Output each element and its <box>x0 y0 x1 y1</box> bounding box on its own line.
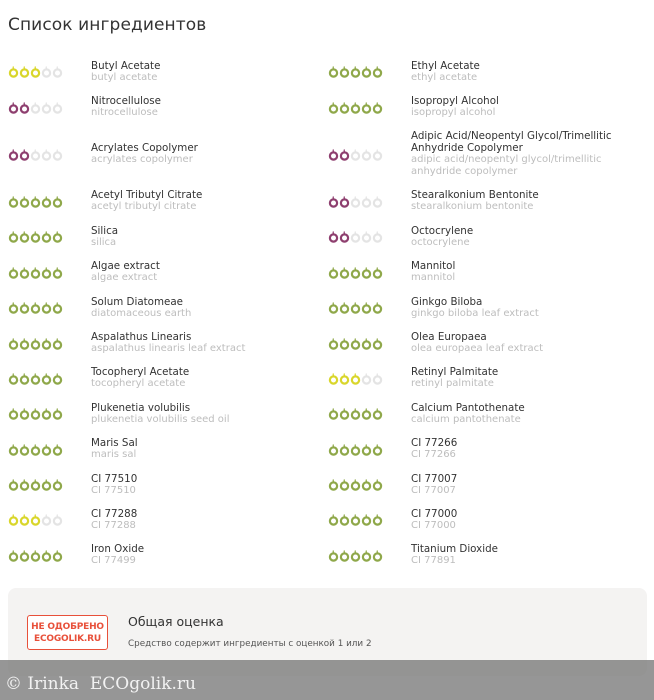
ingredient-row[interactable] <box>320 467 654 502</box>
ingredient-text <box>411 473 650 497</box>
drop-icon-filled <box>41 372 52 385</box>
ingredient-row[interactable] <box>320 396 654 431</box>
ingredient-name[interactable]: Olea Europaea <box>411 331 487 344</box>
ingredient-text <box>91 543 316 567</box>
ingredient-inci: maris sal <box>91 449 137 461</box>
ingredient-text <box>411 60 650 84</box>
drop-icon-empty <box>350 195 361 208</box>
ingredient-name[interactable]: Iron Oxide <box>91 543 145 556</box>
ingredient-name[interactable]: Algae extract <box>91 260 160 273</box>
drop-icon-filled <box>19 372 30 385</box>
ingredient-inci: CI 77891 <box>411 555 456 567</box>
drop-icon-empty <box>30 101 41 114</box>
ingredients-column-left <box>0 54 320 573</box>
ingredient-inci: CI 77288 <box>91 519 136 531</box>
rating-drops <box>8 195 63 208</box>
ingredient-row[interactable] <box>0 502 320 537</box>
ingredient-text <box>411 402 650 426</box>
rating-drops <box>328 195 383 208</box>
ingredient-inci: mannitol <box>411 272 456 284</box>
ingredient-row[interactable] <box>0 219 320 254</box>
drop-icon-filled <box>372 478 383 491</box>
overall-rating-description: Средство содержит ингредиенты с оценкой 1 или 2 <box>128 639 372 649</box>
drop-icon-filled <box>8 372 19 385</box>
ingredient-text <box>91 142 316 166</box>
drop-icon-filled <box>30 230 41 243</box>
ingredient-text <box>91 60 316 84</box>
not-approved-badge <box>27 615 108 650</box>
drop-icon-filled <box>339 337 350 350</box>
drop-icon-filled <box>339 101 350 114</box>
ingredient-row[interactable] <box>0 396 320 431</box>
ingredient-inci: olea europaea leaf extract <box>411 343 544 355</box>
drop-icon-filled <box>328 337 339 350</box>
drop-icon-empty <box>372 148 383 161</box>
drop-icon-filled <box>339 478 350 491</box>
rating-drops <box>8 301 63 314</box>
ingredient-row[interactable] <box>0 255 320 290</box>
ingredient-inci: aspalathus linearis leaf extract <box>91 343 246 355</box>
drop-icon-filled <box>328 372 339 385</box>
drop-icon-filled <box>41 301 52 314</box>
ingredient-row[interactable] <box>320 290 654 325</box>
drop-icon-filled <box>339 513 350 526</box>
drop-icon-filled <box>328 407 339 420</box>
badge-line-2: ECOGOLIK.RU <box>34 633 101 644</box>
drop-icon-filled <box>19 301 30 314</box>
ingredient-text <box>411 543 650 567</box>
ingredient-name[interactable]: Silica <box>91 224 119 237</box>
ingredient-row[interactable] <box>0 467 320 502</box>
drop-icon-filled <box>52 443 63 456</box>
drop-icon-filled <box>30 513 41 526</box>
drop-icon-filled <box>339 549 350 562</box>
drop-icon-filled <box>361 478 372 491</box>
rating-drops <box>328 549 383 562</box>
drop-icon-filled <box>41 266 52 279</box>
ingredient-inci: ethyl acetate <box>411 71 478 83</box>
drop-icon-filled <box>52 230 63 243</box>
ingredient-row[interactable] <box>0 325 320 360</box>
drop-icon-filled <box>361 266 372 279</box>
ingredient-name[interactable]: Titanium Dioxide <box>411 543 498 556</box>
ingredient-name[interactable]: Acrylates Copolymer <box>91 142 198 155</box>
drop-icon-filled <box>52 549 63 562</box>
watermark-text: © Irinka ECOgolik.ru <box>5 674 197 694</box>
ingredient-name[interactable]: Nitrocellulose <box>91 95 162 108</box>
drop-icon-filled <box>19 148 30 161</box>
ingredient-name[interactable]: Tocopheryl Acetate <box>91 366 190 379</box>
ingredient-name[interactable]: Ethyl Acetate <box>411 59 480 72</box>
drop-icon-filled <box>350 513 361 526</box>
drop-icon-filled <box>19 65 30 78</box>
ingredient-row[interactable] <box>320 502 654 537</box>
drop-icon-filled <box>52 301 63 314</box>
drop-icon-filled <box>41 478 52 491</box>
drop-icon-empty <box>361 195 372 208</box>
ingredient-text <box>411 508 650 532</box>
ingredient-text <box>411 130 650 178</box>
rating-drops <box>8 230 63 243</box>
drop-icon-filled <box>19 266 30 279</box>
ingredient-text <box>91 95 316 119</box>
drop-icon-filled <box>361 65 372 78</box>
ingredient-text <box>91 366 316 390</box>
drop-icon-filled <box>339 301 350 314</box>
drop-icon-filled <box>372 266 383 279</box>
drop-icon-filled <box>372 65 383 78</box>
drop-icon-empty <box>350 230 361 243</box>
drop-icon-empty <box>350 148 361 161</box>
ingredient-text <box>91 473 316 497</box>
drop-icon-filled <box>328 443 339 456</box>
drop-icon-filled <box>19 407 30 420</box>
ingredient-name[interactable]: Maris Sal <box>91 437 138 450</box>
drop-icon-filled <box>372 549 383 562</box>
ingredient-name[interactable]: Acetyl Tributyl Citrate <box>91 189 203 202</box>
drop-icon-filled <box>30 195 41 208</box>
ingredient-inci: stearalkonium bentonite <box>411 201 534 213</box>
rating-drops <box>328 101 383 114</box>
ingredient-text <box>91 331 316 355</box>
drop-icon-filled <box>372 101 383 114</box>
drop-icon-filled <box>19 195 30 208</box>
ingredient-row[interactable] <box>320 255 654 290</box>
ingredient-inci: diatomaceous earth <box>91 307 192 319</box>
ingredient-text <box>91 260 316 284</box>
drop-icon-filled <box>350 478 361 491</box>
drop-icon-filled <box>339 148 350 161</box>
ingredient-text <box>411 189 650 213</box>
drop-icon-filled <box>339 195 350 208</box>
drop-icon-filled <box>328 549 339 562</box>
rating-drops <box>8 549 63 562</box>
ingredient-inci: acetyl tributyl citrate <box>91 201 197 213</box>
rating-drops <box>328 266 383 279</box>
page-title: Список ингредиентов <box>8 15 207 35</box>
ingredient-text <box>411 225 650 249</box>
drop-icon-filled <box>361 443 372 456</box>
ingredient-row[interactable] <box>320 54 654 89</box>
drop-icon-filled <box>372 337 383 350</box>
drop-icon-empty <box>361 148 372 161</box>
ingredient-name[interactable]: Solum Diatomeae <box>91 295 183 308</box>
rating-drops <box>328 372 383 385</box>
ingredient-row[interactable] <box>0 125 320 184</box>
drop-icon-filled <box>8 513 19 526</box>
drop-icon-filled <box>8 549 19 562</box>
drop-icon-filled <box>8 230 19 243</box>
drop-icon-empty <box>372 195 383 208</box>
ingredient-inci: CI 77007 <box>411 484 456 496</box>
drop-icon-filled <box>350 372 361 385</box>
ingredient-inci: CI 77266 <box>411 449 456 461</box>
drop-icon-filled <box>8 65 19 78</box>
ingredient-inci: CI 77510 <box>91 484 136 496</box>
ingredient-row[interactable] <box>0 290 320 325</box>
ingredient-text <box>91 296 316 320</box>
drop-icon-filled <box>339 65 350 78</box>
drop-icon-filled <box>328 230 339 243</box>
ingredient-text <box>91 189 316 213</box>
drop-icon-filled <box>41 549 52 562</box>
drop-icon-filled <box>19 230 30 243</box>
rating-drops <box>8 65 63 78</box>
drop-icon-filled <box>350 407 361 420</box>
ingredient-row[interactable] <box>320 538 654 573</box>
drop-icon-filled <box>361 549 372 562</box>
rating-drops <box>8 443 63 456</box>
ingredient-row[interactable] <box>0 184 320 219</box>
drop-icon-filled <box>350 101 361 114</box>
drop-icon-filled <box>30 337 41 350</box>
drop-icon-filled <box>8 266 19 279</box>
drop-icon-filled <box>30 301 41 314</box>
rating-drops <box>8 148 63 161</box>
drop-icon-filled <box>8 301 19 314</box>
drop-icon-filled <box>339 407 350 420</box>
drop-icon-empty <box>41 148 52 161</box>
ingredient-text <box>411 296 650 320</box>
drop-icon-filled <box>19 478 30 491</box>
ingredient-row[interactable] <box>320 432 654 467</box>
rating-drops <box>328 230 383 243</box>
drop-icon-filled <box>30 443 41 456</box>
rating-drops <box>328 148 383 161</box>
badge-line-1: НЕ ОДОБРЕНО <box>31 621 104 632</box>
ingredient-name[interactable]: Butyl Acetate <box>91 59 161 72</box>
rating-drops <box>328 301 383 314</box>
drop-icon-filled <box>339 372 350 385</box>
rating-drops <box>328 513 383 526</box>
drop-icon-empty <box>52 513 63 526</box>
drop-icon-empty <box>41 513 52 526</box>
ingredient-text <box>411 331 650 355</box>
drop-icon-filled <box>41 230 52 243</box>
drop-icon-filled <box>328 478 339 491</box>
ingredient-row[interactable] <box>320 125 654 184</box>
rating-drops <box>8 478 63 491</box>
ingredient-name[interactable]: Plukenetia volubilis <box>91 401 191 414</box>
drop-icon-filled <box>339 266 350 279</box>
drop-icon-filled <box>350 549 361 562</box>
drop-icon-empty <box>30 148 41 161</box>
ingredient-name[interactable]: Ginkgo Biloba <box>411 295 483 308</box>
drop-icon-filled <box>328 148 339 161</box>
rating-drops <box>328 443 383 456</box>
ingredient-name[interactable]: Aspalathus Linearis <box>91 331 192 344</box>
drop-icon-filled <box>8 407 19 420</box>
drop-icon-filled <box>8 101 19 114</box>
drop-icon-filled <box>372 513 383 526</box>
drop-icon-filled <box>19 337 30 350</box>
ingredient-row[interactable] <box>0 538 320 573</box>
drop-icon-filled <box>19 549 30 562</box>
drop-icon-filled <box>361 407 372 420</box>
drop-icon-filled <box>41 407 52 420</box>
drop-icon-filled <box>30 478 41 491</box>
drop-icon-filled <box>328 513 339 526</box>
rating-drops <box>8 266 63 279</box>
rating-drops <box>8 372 63 385</box>
watermark-band <box>0 660 654 700</box>
rating-drops <box>8 513 63 526</box>
ingredient-inci: CI 77499 <box>91 555 136 567</box>
ingredient-row[interactable] <box>320 325 654 360</box>
ingredient-name[interactable]: Calcium Pantothenate <box>411 401 525 414</box>
rating-drops <box>328 65 383 78</box>
rating-drops <box>8 337 63 350</box>
drop-icon-empty <box>372 230 383 243</box>
drop-icon-filled <box>8 337 19 350</box>
drop-icon-filled <box>41 337 52 350</box>
ingredients-column-right <box>320 54 654 573</box>
drop-icon-filled <box>41 195 52 208</box>
ingredient-text <box>411 437 650 461</box>
drop-icon-filled <box>30 407 41 420</box>
drop-icon-filled <box>8 478 19 491</box>
drop-icon-filled <box>350 301 361 314</box>
drop-icon-filled <box>8 148 19 161</box>
drop-icon-filled <box>52 372 63 385</box>
drop-icon-filled <box>52 195 63 208</box>
ingredient-text <box>411 260 650 284</box>
ingredient-text <box>91 402 316 426</box>
drop-icon-filled <box>19 101 30 114</box>
ingredient-inci: tocopheryl acetate <box>91 378 186 390</box>
drop-icon-empty <box>52 65 63 78</box>
drop-icon-filled <box>328 101 339 114</box>
drop-icon-filled <box>339 230 350 243</box>
ingredient-inci: retinyl palmitate <box>411 378 494 390</box>
drop-icon-filled <box>350 65 361 78</box>
drop-icon-filled <box>372 443 383 456</box>
ingredient-row[interactable] <box>320 89 654 124</box>
drop-icon-empty <box>372 372 383 385</box>
ingredient-name[interactable]: CI 77510 <box>91 472 138 485</box>
drop-icon-filled <box>361 337 372 350</box>
ingredient-text <box>91 508 316 532</box>
ingredient-name[interactable]: CI 77000 <box>411 507 458 520</box>
ingredient-text <box>411 366 650 390</box>
drop-icon-filled <box>350 337 361 350</box>
ingredient-text <box>91 437 316 461</box>
drop-icon-empty <box>361 230 372 243</box>
ingredient-name[interactable]: Retinyl Palmitate <box>411 366 499 379</box>
drop-icon-filled <box>52 266 63 279</box>
ingredient-row[interactable] <box>0 361 320 396</box>
drop-icon-filled <box>350 443 361 456</box>
ingredient-text <box>411 95 650 119</box>
ingredient-row[interactable] <box>320 219 654 254</box>
ingredient-name[interactable]: Octocrylene <box>411 224 474 237</box>
ingredient-row[interactable] <box>0 432 320 467</box>
ingredient-name[interactable]: CI 77266 <box>411 437 458 450</box>
ingredient-inci: ginkgo biloba leaf extract <box>411 307 539 319</box>
ingredient-inci: butyl acetate <box>91 71 158 83</box>
ingredient-inci: octocrylene <box>411 236 470 248</box>
ingredient-row[interactable] <box>0 89 320 124</box>
drop-icon-filled <box>19 513 30 526</box>
drop-icon-empty <box>41 65 52 78</box>
rating-drops <box>8 101 63 114</box>
drop-icon-filled <box>328 266 339 279</box>
drop-icon-filled <box>8 195 19 208</box>
drop-icon-filled <box>339 443 350 456</box>
overall-rating-title: Общая оценка <box>128 614 224 629</box>
ingredient-inci: calcium pantothenate <box>411 413 521 425</box>
ingredient-row[interactable] <box>320 361 654 396</box>
ingredient-inci: algae extract <box>91 272 158 284</box>
ingredient-inci: nitrocellulose <box>91 107 158 119</box>
drop-icon-filled <box>30 549 41 562</box>
ingredient-inci: plukenetia volubilis seed oil <box>91 413 230 425</box>
drop-icon-filled <box>361 101 372 114</box>
drop-icon-filled <box>328 195 339 208</box>
drop-icon-filled <box>52 407 63 420</box>
drop-icon-filled <box>30 266 41 279</box>
drop-icon-filled <box>361 301 372 314</box>
ingredient-inci: isopropyl alcohol <box>411 107 496 119</box>
drop-icon-empty <box>52 101 63 114</box>
drop-icon-filled <box>30 65 41 78</box>
drop-icon-filled <box>328 65 339 78</box>
drop-icon-filled <box>41 443 52 456</box>
ingredient-name[interactable]: Isopropyl Alcohol <box>411 95 499 108</box>
ingredient-name[interactable]: Stearalkonium Bentonite <box>411 189 539 202</box>
drop-icon-filled <box>30 372 41 385</box>
drop-icon-filled <box>350 266 361 279</box>
drop-icon-filled <box>361 513 372 526</box>
drop-icon-filled <box>19 443 30 456</box>
rating-drops <box>8 407 63 420</box>
ingredient-inci: CI 77000 <box>411 519 456 531</box>
ingredient-inci: adipic acid/neopentyl glycol/trimellitic anhydride copolymer <box>411 154 602 178</box>
rating-drops <box>328 478 383 491</box>
drop-icon-empty <box>41 101 52 114</box>
drop-icon-filled <box>8 443 19 456</box>
ingredient-name[interactable]: Adipic Acid/Neopentyl Glycol/Trimellitic Anhydride Copolymer <box>411 130 612 155</box>
drop-icon-filled <box>52 478 63 491</box>
drop-icon-filled <box>52 337 63 350</box>
ingredient-row[interactable] <box>0 54 320 89</box>
drop-icon-filled <box>328 301 339 314</box>
drop-icon-empty <box>52 148 63 161</box>
ingredient-text <box>91 225 316 249</box>
ingredient-inci: silica <box>91 236 117 248</box>
ingredient-row[interactable] <box>320 184 654 219</box>
drop-icon-filled <box>372 407 383 420</box>
ingredient-inci: acrylates copolymer <box>91 154 193 166</box>
drop-icon-empty <box>361 372 372 385</box>
rating-drops <box>328 337 383 350</box>
ingredient-name[interactable]: CI 77288 <box>91 507 138 520</box>
drop-icon-filled <box>372 301 383 314</box>
rating-drops <box>328 407 383 420</box>
ingredient-name[interactable]: Mannitol <box>411 260 456 273</box>
ingredient-name[interactable]: CI 77007 <box>411 472 458 485</box>
